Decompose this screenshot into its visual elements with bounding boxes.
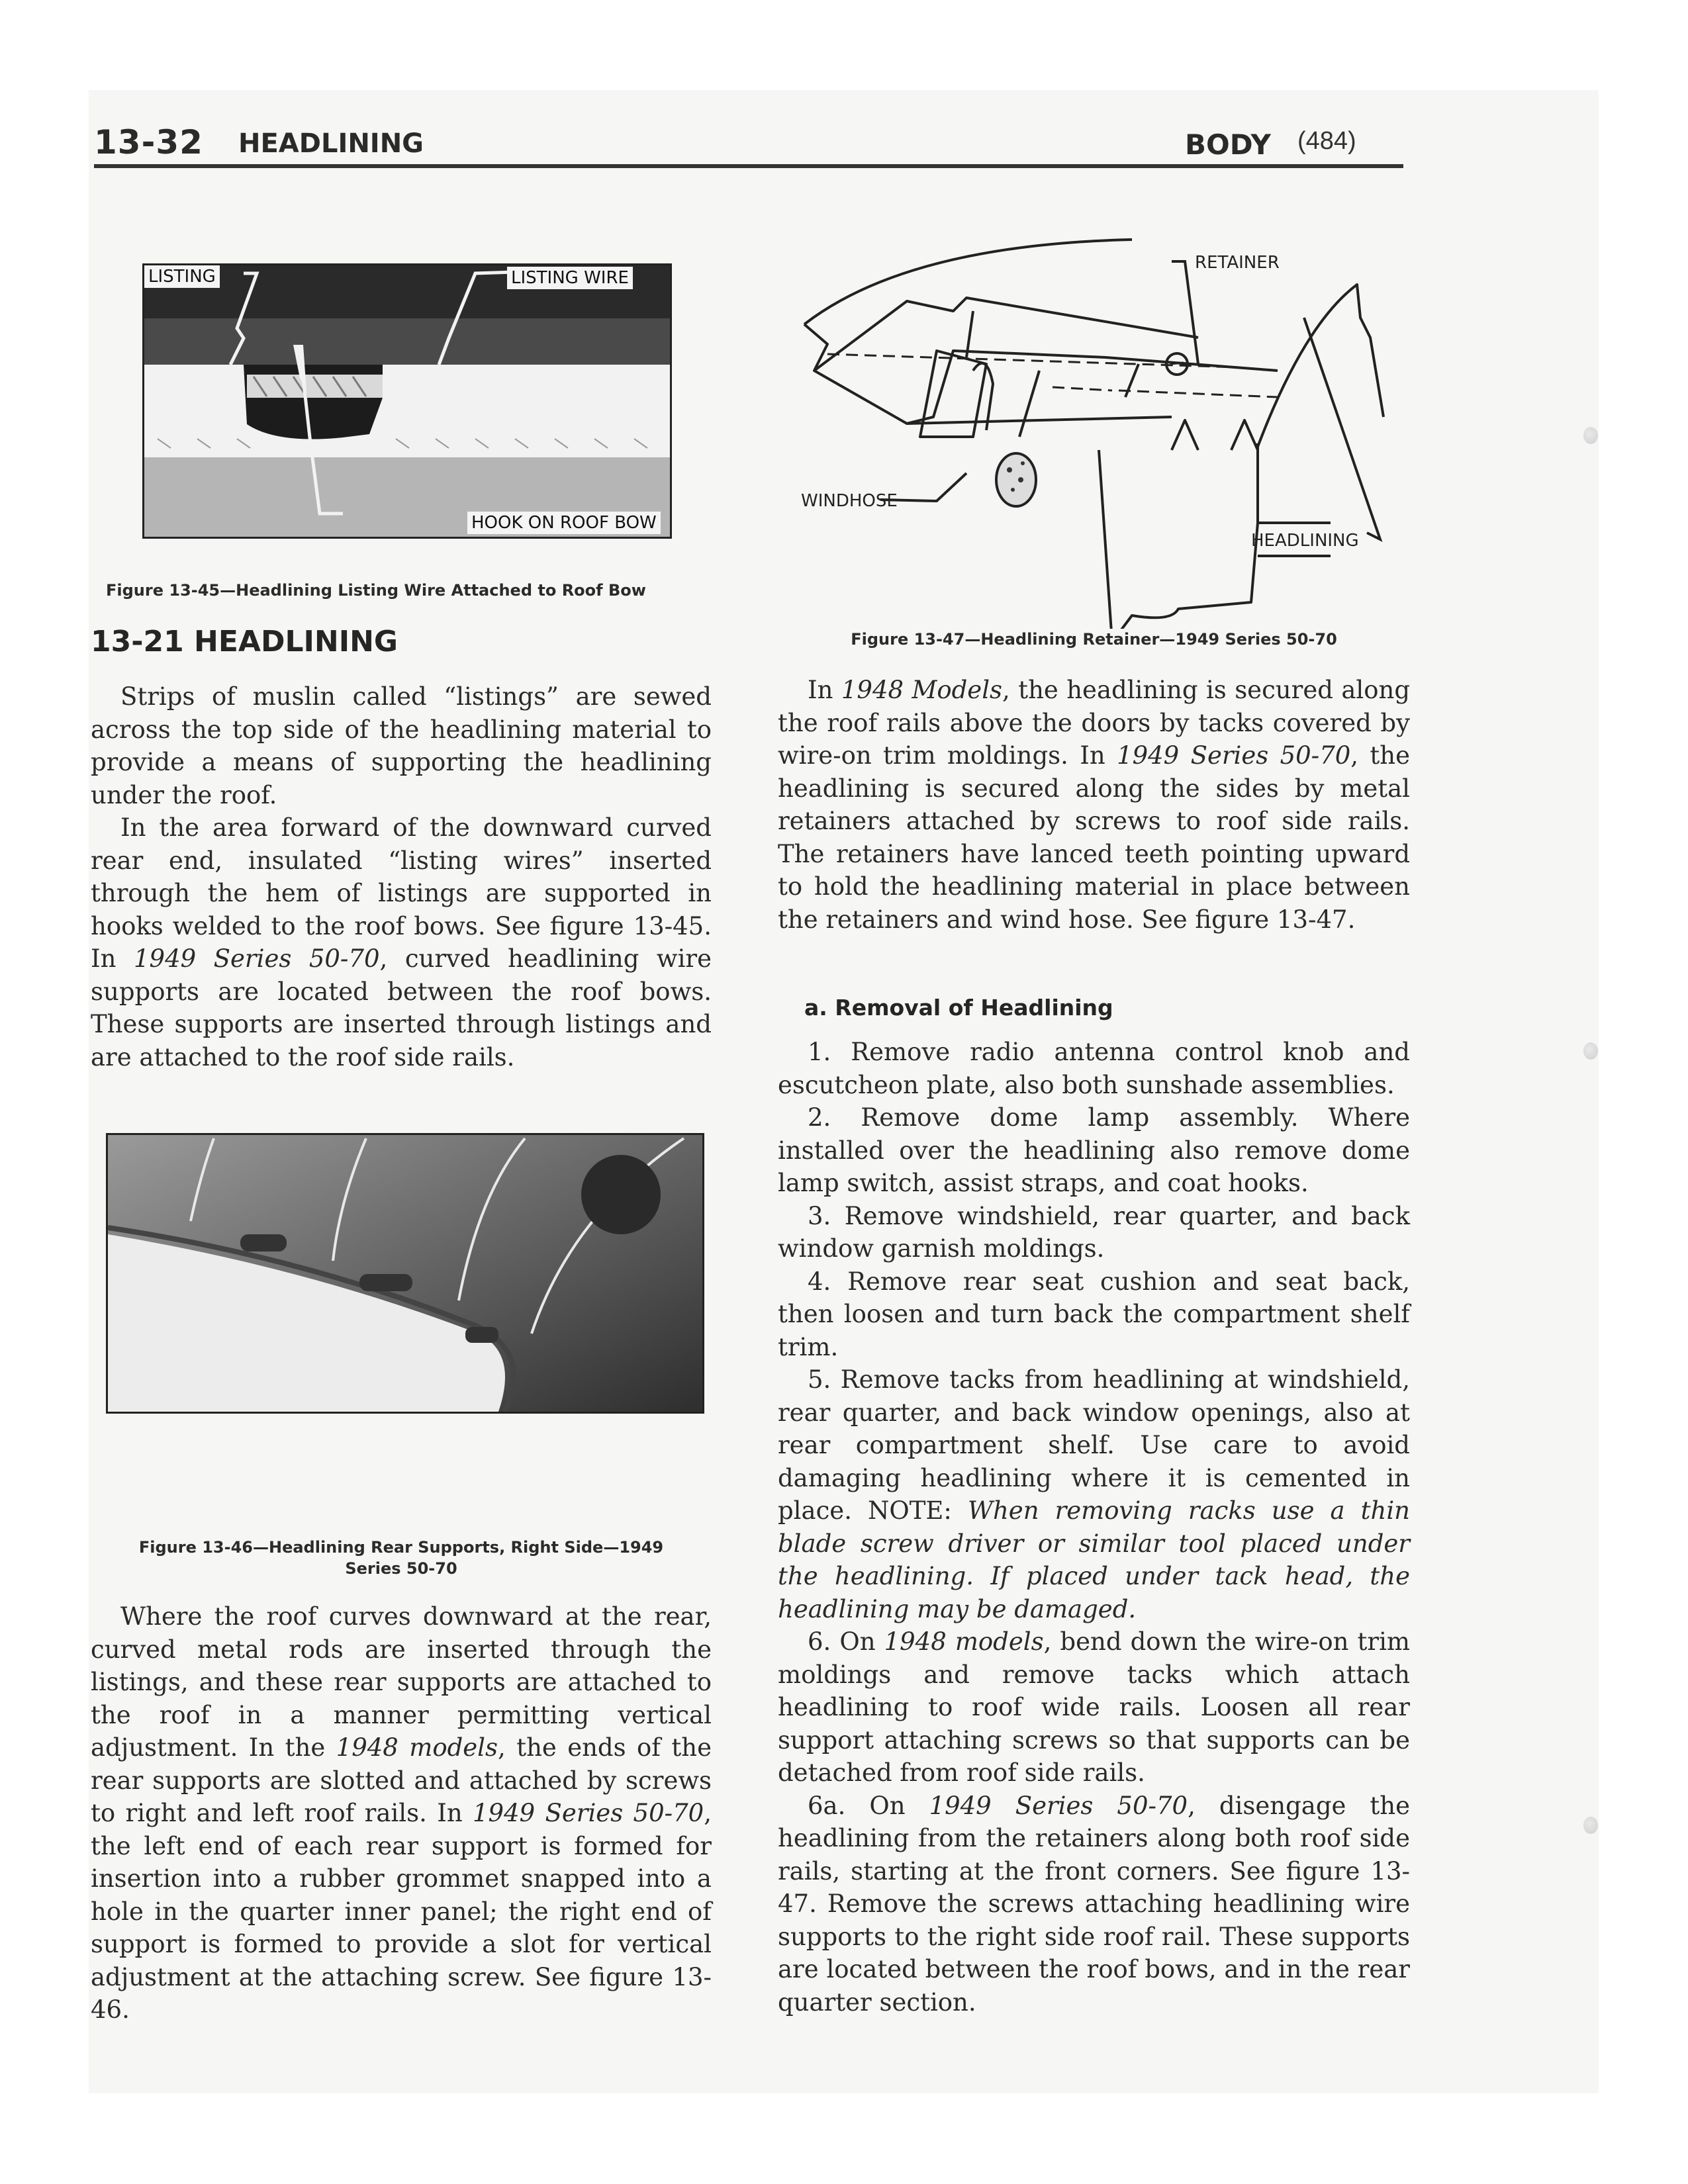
text-run: Strips of muslin called “listings” are sewed across the top side of the headlining material to provide a means of supporting the headlining under the roof.	[91, 682, 712, 809]
removal-step	[778, 1265, 1410, 1364]
figure-13-46-caption-line2: Series 50-70	[345, 1559, 457, 1578]
removal-steps	[778, 1036, 1410, 2019]
text-run: , the left end of each rear support is formed for insertion into a rubber grommet snapped into a hole in the quarter inner panel; the right end of support is formed to provide a slot for vertical adjustment at the attaching screw. See figure 13-46.	[91, 1799, 712, 2024]
subsection-heading: a. Removal of Headlining	[804, 995, 1113, 1021]
text-run: 6a. On	[808, 1791, 929, 1820]
label-listing-wire: LISTING WIRE	[507, 267, 633, 289]
figure-13-45-photo	[142, 263, 672, 539]
text-run: 6. On	[808, 1627, 884, 1656]
italic-run: 1948 models	[336, 1733, 498, 1762]
header-rule	[94, 164, 1403, 168]
figure-13-46-caption-line1: Figure 13-46—Headlining Rear Supports, Right Side—1949	[138, 1538, 664, 1557]
italic-run: 1949 Series 50-70	[473, 1799, 704, 1827]
text-run: , disengage the headlining from the retainers along both roof side rails, starting at the front corners. See figure 13-47. Remove the screws attaching headlining wire supports to the right side roof rail. These supports are located between the roof bows, and in the rear quarter section.	[778, 1791, 1411, 2017]
text-run: 3. Remove windshield, rear quarter, and back window garnish moldings.	[778, 1201, 1410, 1263]
figure-13-46-photo	[106, 1133, 704, 1414]
text-run: 5. Remove tacks from headlining at windshield, rear quarter, and back window openings, also at rear compartment shelf. Use care to avoid damaging headlining where it is cemented in place. NOTE:	[778, 1365, 1410, 1525]
text-run: In	[808, 676, 841, 704]
left-column-rear-supports	[91, 1600, 712, 2026]
italic-run: 1948 Models	[841, 676, 1003, 704]
label-retainer: RETAINER	[1195, 253, 1280, 273]
text-run: , the ends of the rear supports are slotted and attached by screws to right and left roof rails. In	[91, 1733, 712, 1827]
text-run: , curved headlining wire supports are located between the roof bows. These supports are inserted through listings and are attached to the roof side rails.	[91, 944, 712, 1071]
removal-step	[778, 1363, 1410, 1625]
italic-run: 1949 Series 50-70	[1117, 741, 1351, 770]
body-paragraph	[91, 680, 712, 811]
figure-13-45-caption: Figure 13-45—Headlining Listing Wire Attached to Roof Bow	[106, 581, 646, 600]
section-heading: 13-21 HEADLINING	[91, 625, 399, 659]
right-column-intro	[778, 674, 1410, 936]
body-paragraph	[91, 1600, 712, 2026]
italic-run: 1948 models	[884, 1627, 1044, 1656]
text-run: , the headlining is secured along the sides by metal retainers attached by screws to roof side rails. The retainers have lanced teeth pointing upward to hold the headlining material in place between the retainers and wind hose. See figure 13-47.	[778, 741, 1411, 934]
italic-run: 1949 Series 50-70	[133, 944, 380, 973]
listing-wire-illustration	[144, 265, 670, 537]
text-run: 2. Remove dome lamp assembly. Where installed over the headlining also remove dome lamp switch, assist straps, and coat hooks.	[778, 1103, 1410, 1197]
running-title: HEADLINING	[238, 128, 424, 159]
body-paragraph	[91, 811, 712, 1073]
italic-run: When removing racks use a thin blade screw driver or similar tool placed under the headlining. If placed under tack head, the headlining may be damaged.	[778, 1496, 1410, 1623]
figure-13-47-drawing	[774, 218, 1410, 629]
text-run: , the headlining is secured along the roof rails above the doors by tacks covered by wire-on trim moldings. In	[778, 676, 1410, 770]
removal-step	[778, 1625, 1410, 1790]
body-paragraph	[778, 674, 1410, 936]
rear-supports-illustration	[108, 1135, 702, 1412]
label-hook-on-roof-bow: HOOK ON ROOF BOW	[467, 512, 661, 534]
label-listing: LISTING	[144, 265, 220, 288]
sheet-number: (484)	[1297, 127, 1356, 155]
chapter-title: BODY	[1185, 128, 1271, 161]
figure-13-46-caption	[91, 1537, 712, 1579]
binder-hole	[1583, 1817, 1598, 1834]
text-run: In the area forward of the downward curved rear end, insulated “listing wires” inserted through the hem of listings are supported in hooks welded to the roof bows. See figure 13-45. In	[91, 813, 712, 973]
italic-run: 1949 Series 50-70	[929, 1791, 1188, 1820]
label-windhose: WINDHOSE	[801, 491, 898, 511]
left-column-intro	[91, 680, 712, 1073]
text-run: 4. Remove rear seat cushion and seat back, then loosen and turn back the compartment shelf trim.	[778, 1267, 1410, 1361]
label-headlining: HEADLINING	[1251, 531, 1359, 551]
removal-step	[778, 1200, 1410, 1265]
removal-step	[778, 1101, 1410, 1200]
text-run: 1. Remove radio antenna control knob and escutcheon plate, also both sunshade assemblies.	[778, 1038, 1410, 1099]
removal-step	[778, 1790, 1410, 2019]
page-number: 13-32	[94, 123, 203, 161]
text-run: Where the roof curves downward at the rear, curved metal rods are inserted through the listings, and these rear supports are attached to the roof in a manner permitting vertical adjustment. In the	[91, 1602, 712, 1762]
removal-step	[778, 1036, 1410, 1101]
figure-13-47-caption: Figure 13-47—Headlining Retainer—1949 Series 50-70	[851, 630, 1337, 649]
text-run: , bend down the wire-on trim moldings and remove tacks which attach headlining to roof wide rails. Loosen all rear support attaching screws so that supports can be detached from roof side rails.	[778, 1627, 1410, 1787]
binder-hole	[1583, 427, 1598, 444]
binder-hole	[1583, 1042, 1598, 1060]
